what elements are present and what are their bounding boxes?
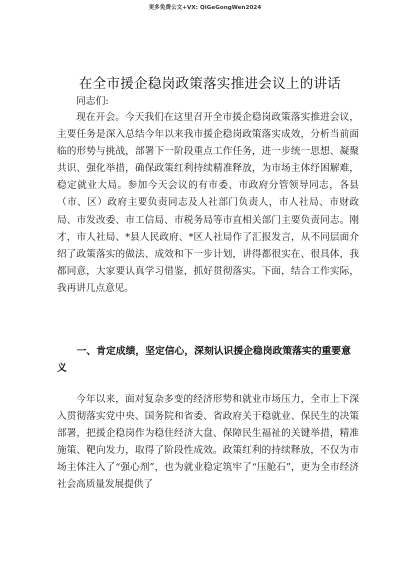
section-heading-1: 一、肯定成绩，坚定信心，深刻认识援企稳岗政策落实的重要意义 <box>57 346 351 374</box>
opening-paragraph-block <box>57 109 359 297</box>
opening-paragraph: 现在开会。今天我们在这里召开全市援企稳岗政策落实推进会议，主要任务是深入总结今年以来我市援企稳岗政策落实成效，分析当前面临的形势与挑战，部署下一阶段重点工作任务，进一步统一思想、凝聚共识、强化举措，确保政策红利持续精准释放，为市场主体纾困解难，稳定就业大局。参加今天会议的有市委、市政府分管领导同志，各县（市、区）政府主要负责同志及人社部门负责人，市人社局、市财政局、市发改委、市工信局、市税务局等市直相关部门主要负责同志。刚才，市人社局、*县人民政府、*区人社局作了汇报发言，从不同层面介绍了政策落实的做法、成效和下一步计划，讲得都很实在、很具体，我都同意，大家要认真学习借鉴，抓好贯彻落实。下面，结合工作实际，我再讲几点意见。 <box>57 112 359 294</box>
salutation: 同志们: <box>76 96 109 107</box>
document-title: 在全市援企稳岗政策落实推进会议上的讲话 <box>78 76 342 92</box>
header-note: 更多免费公文+VX: QiGeGongWen2024 <box>148 5 262 11</box>
section-1-paragraph-block <box>57 391 359 494</box>
section-1-paragraph: 今年以来，面对复杂多变的经济形势和就业市场压力，全市上下深入贯彻落实党中央、国务院和省委、省政府关于稳就业、保民生的决策部署，把援企稳岗作为稳住经济大盘、保障民生福祉的关键举措，精准施策、靶向发力，取得了阶段性成效。政策红利的持续释放，不仅为市场主体注入了“强心剂”，也为就业稳定筑牢了“压舱石”，更为全市经济社会高质量发展提供了 <box>57 394 359 491</box>
